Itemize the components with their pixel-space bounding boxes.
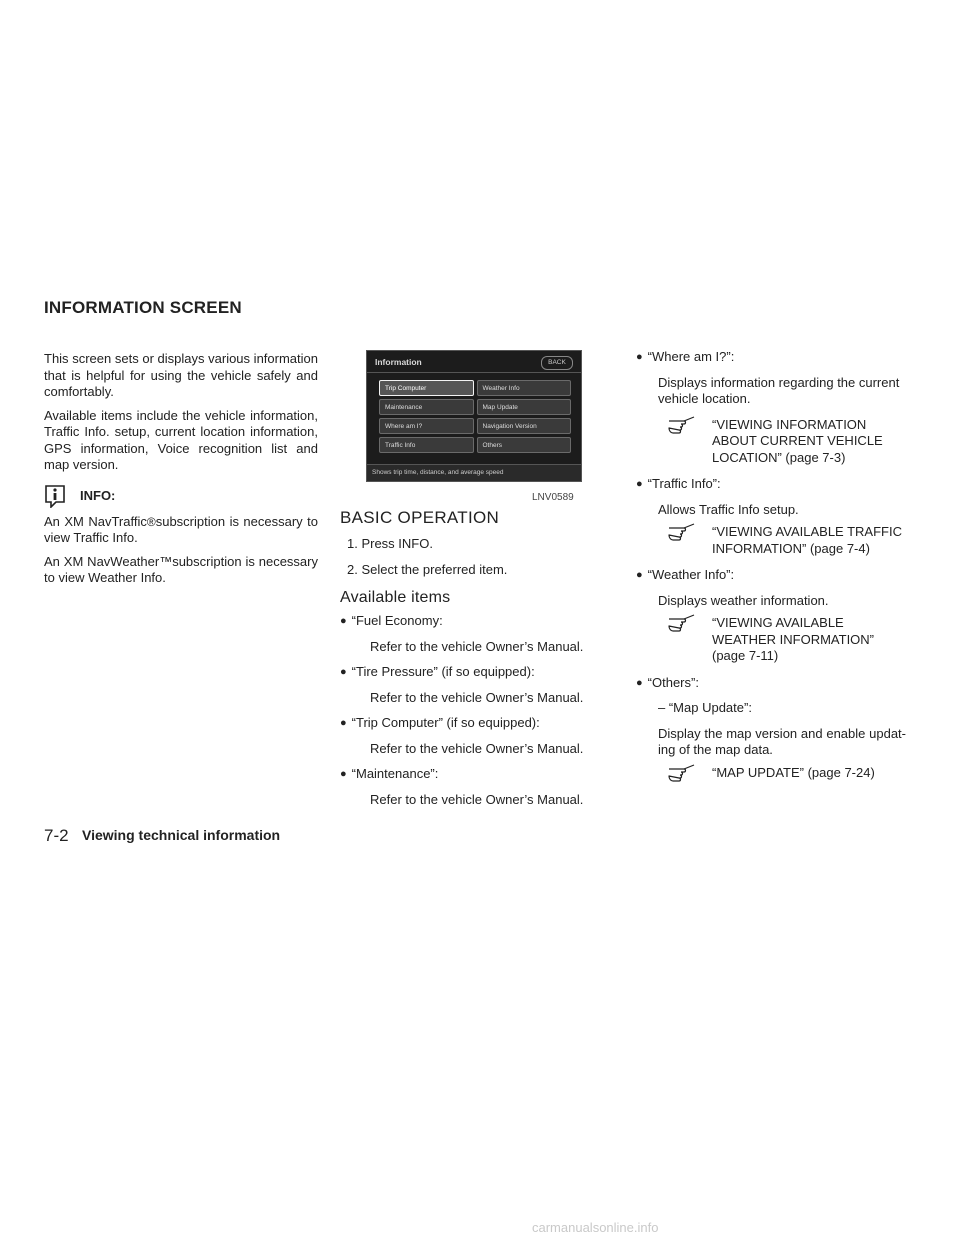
reference-line: ABOUT CURRENT VEHICLE — [712, 433, 883, 448]
reference — [636, 615, 906, 665]
reference-text — [712, 524, 902, 557]
item-label: “Weather Info”: — [647, 567, 735, 582]
figure-screen-title: Information — [375, 357, 422, 367]
items-column-3 — [636, 349, 906, 782]
bullet-icon: ● — [340, 615, 347, 627]
footer-chapter-title: Viewing technical information — [82, 827, 281, 843]
available-item — [340, 715, 590, 757]
bullet-icon: ● — [636, 569, 643, 581]
info-label: INFO: — [80, 488, 116, 503]
info-heading — [44, 480, 318, 512]
basic-operation-section — [340, 508, 590, 808]
pointing-hand-icon — [668, 414, 696, 434]
info-paragraph-2: An XM NavWeather™subscription is necessary to view Weather Info. — [44, 553, 318, 585]
item-others — [636, 675, 906, 782]
item-desc: Displays weather information. — [658, 592, 829, 608]
reference-line: INFORMATION” (page 7-4) — [712, 540, 870, 556]
figure-menu-item: Navigation Version — [477, 418, 572, 434]
figure-menu-item: Map Update — [477, 399, 572, 415]
watermark: carmanualsonline.info — [532, 1220, 659, 1235]
item-desc: Displays information regarding the current vehicle location. — [658, 374, 900, 406]
information-screen-figure — [366, 350, 582, 482]
bullet-icon: ● — [636, 478, 643, 490]
item-label: “Others”: — [647, 674, 699, 690]
available-item — [340, 613, 590, 655]
reference-line: “MAP UPDATE” (page 7-24) — [712, 764, 875, 780]
bullet-icon: ● — [340, 717, 347, 729]
reference — [636, 524, 906, 557]
figure-status-bar: Shows trip time, distance, and average speed — [367, 464, 581, 481]
available-item — [340, 664, 590, 706]
item-traffic-info — [636, 476, 906, 557]
figure-menu-item: Others — [477, 437, 572, 453]
bullet-icon: ● — [636, 676, 643, 689]
reference-line: (page 7-11) — [712, 648, 779, 663]
pointing-hand-icon — [668, 612, 696, 632]
bullet-icon: ● — [636, 351, 643, 363]
item-desc: Refer to the vehicle Owner’s Manual. — [370, 689, 584, 705]
item-label: “Traffic Info”: — [647, 476, 721, 491]
intro-paragraph-1: This screen sets or displays various information that is helpful for using the vehicle safely and comfortably. — [44, 351, 318, 399]
figure-menu-item: Weather Info — [477, 380, 572, 396]
item-label: “Tire Pressure” (if so equipped): — [351, 664, 535, 679]
basic-operation-heading: BASIC OPERATION — [340, 508, 500, 527]
step-2: 2. Select the preferred item. — [347, 561, 508, 577]
section-title: INFORMATION SCREEN — [44, 298, 242, 317]
figure-menu-item: Trip Computer — [379, 380, 474, 396]
item-label: “Where am I?”: — [647, 349, 735, 364]
step-1: 1. Press INFO. — [347, 536, 433, 551]
figure-menu-grid — [379, 380, 571, 453]
bullet-icon: ● — [340, 768, 347, 780]
item-desc: Refer to the vehicle Owner’s Manual. — [370, 638, 584, 654]
item-desc: Display the map version and enable updat- ing of the map data. — [658, 725, 906, 757]
info-icon — [44, 484, 66, 508]
pointing-hand-icon — [668, 521, 696, 541]
figure-menu-item: Traffic Info — [379, 437, 474, 453]
info-text-a: An XM NavTraffic — [44, 513, 147, 529]
figure-divider — [367, 372, 581, 373]
reference — [636, 765, 906, 782]
item-label: “Trip Computer” (if so equipped): — [351, 715, 540, 730]
item-label: “Maintenance”: — [351, 766, 439, 781]
figure-menu-item: Where am I? — [379, 418, 474, 434]
item-where-am-i — [636, 349, 906, 466]
registered-mark: ® — [146, 514, 156, 529]
reference — [636, 417, 906, 467]
item-label: “Fuel Economy: — [351, 613, 443, 628]
pointing-hand-icon — [668, 762, 696, 782]
page-number: 7-2 — [44, 826, 69, 845]
info-text-b: subscription is necessary to view Traffic Info. — [44, 513, 318, 545]
item-desc: Refer to the vehicle Owner’s Manual. — [370, 740, 584, 756]
available-items-heading: Available items — [340, 589, 451, 606]
bullet-icon: ● — [340, 666, 347, 678]
sub-item-label: – “Map Update”: — [658, 700, 752, 715]
reference-line: “VIEWING AVAILABLE — [712, 615, 844, 630]
available-item — [340, 766, 590, 808]
figure-code: LNV0589 — [532, 492, 574, 503]
reference-line: “VIEWING INFORMATION — [712, 416, 867, 432]
item-desc: Allows Traffic Info setup. — [658, 501, 799, 517]
reference-line: LOCATION” (page 7-3) — [712, 449, 846, 465]
reference-line: “VIEWING AVAILABLE TRAFFIC — [712, 524, 902, 539]
figure-back-button: BACK — [541, 356, 573, 370]
reference-text — [712, 615, 874, 665]
figure-menu-item: Maintenance — [379, 399, 474, 415]
intro-paragraph-2: Available items include the vehicle information, Traffic Info. setup, current location information, GPS information, Voice recognition list and map version. — [44, 407, 318, 472]
info-paragraph-1 — [44, 514, 318, 547]
reference-text — [712, 417, 883, 467]
item-weather-info — [636, 567, 906, 665]
reference-text — [712, 765, 875, 782]
intro-column — [44, 351, 318, 587]
reference-line: WEATHER INFORMATION” — [712, 631, 875, 647]
item-desc: Refer to the vehicle Owner’s Manual. — [370, 791, 584, 807]
